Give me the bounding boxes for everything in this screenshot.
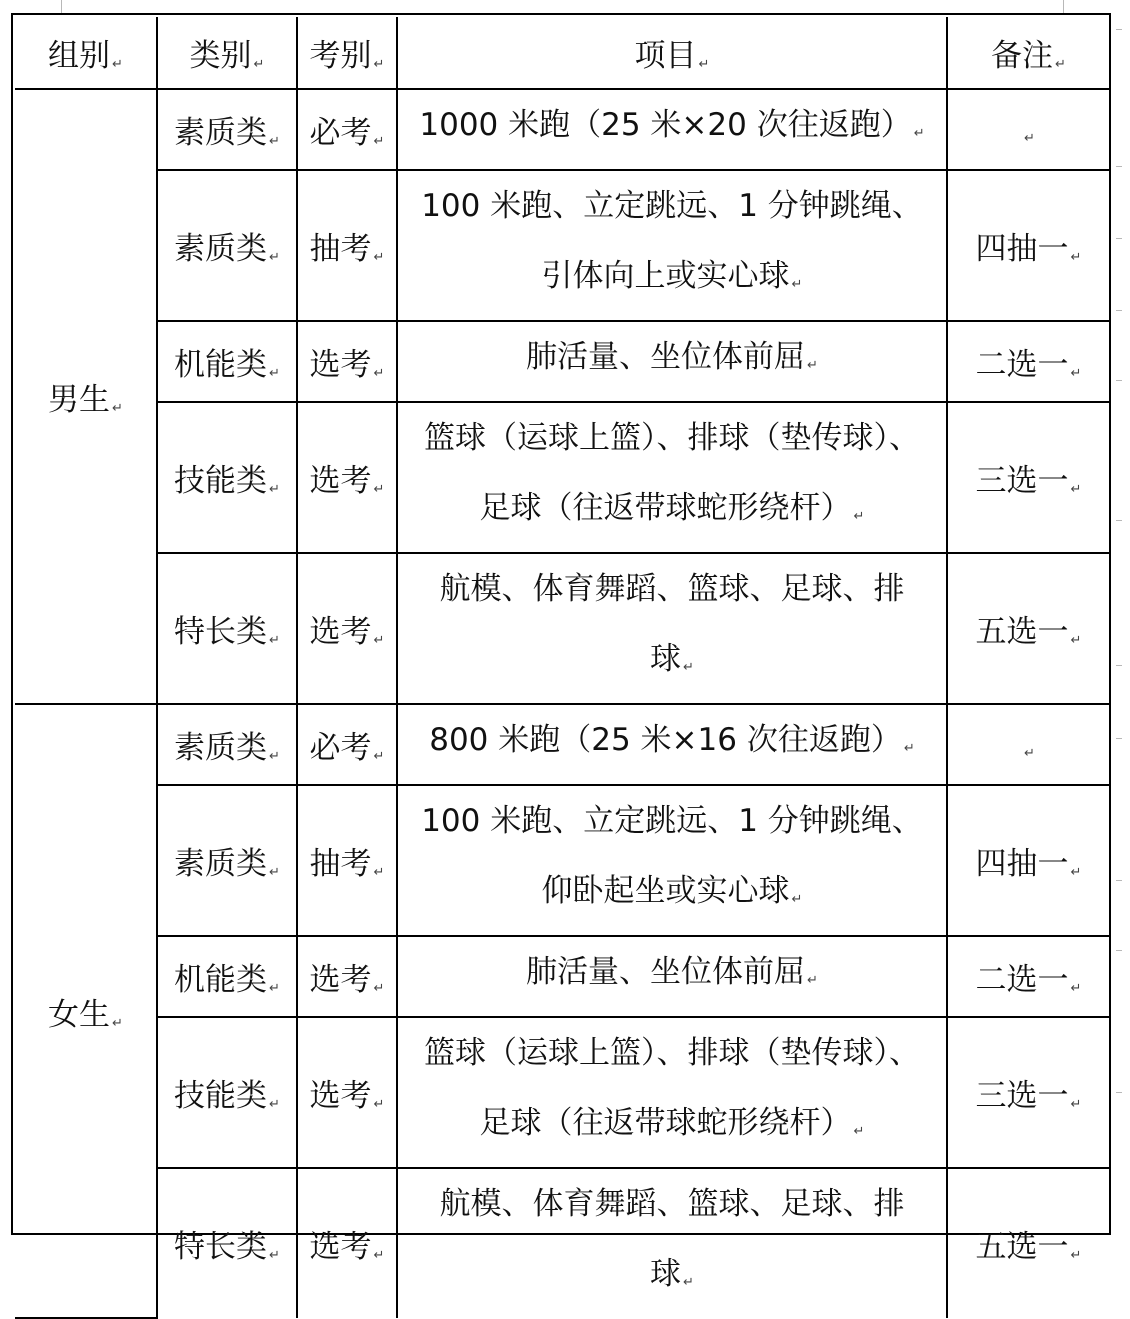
table-row bbox=[15, 785, 1109, 936]
item-line: 篮球（运球上篮）、排球（垫传球）、 bbox=[424, 420, 920, 456]
exam-schedule-table bbox=[15, 17, 1109, 1319]
exam-type-cell: 选考 ↵ bbox=[297, 1168, 397, 1318]
item-cell bbox=[397, 785, 947, 936]
note-cell: 五选一 ↵ bbox=[947, 1168, 1109, 1318]
category-cell: 素质类 ↵ bbox=[157, 89, 297, 170]
category-cell: 素质类 ↵ bbox=[157, 785, 297, 936]
table-row bbox=[15, 553, 1109, 704]
item-line: 航模、体育舞蹈、篮球、足球、排 bbox=[439, 571, 905, 607]
item-cell bbox=[397, 704, 947, 785]
category-cell: 素质类 ↵ bbox=[157, 170, 297, 321]
note-cell: 三选一 ↵ bbox=[947, 402, 1109, 553]
category-cell: 技能类 ↵ bbox=[157, 1017, 297, 1168]
item-cell bbox=[397, 402, 947, 553]
table-row bbox=[15, 1017, 1109, 1168]
category-cell: 机能类 ↵ bbox=[157, 321, 297, 402]
exam-type-cell: 必考 ↵ bbox=[297, 704, 397, 785]
header-row bbox=[15, 17, 1109, 89]
item-cell bbox=[397, 1168, 947, 1318]
item-line: 航模、体育舞蹈、篮球、足球、排 bbox=[439, 1186, 905, 1222]
item-cell bbox=[397, 170, 947, 321]
exam-type-cell: 抽考 ↵ bbox=[297, 170, 397, 321]
note-cell: 五选一 ↵ bbox=[947, 553, 1109, 704]
item-cell bbox=[397, 553, 947, 704]
table-row bbox=[15, 170, 1109, 321]
note-cell: 二选一 ↵ bbox=[947, 936, 1109, 1017]
category-cell: 素质类 ↵ bbox=[157, 704, 297, 785]
item-line: 篮球（运球上篮）、排球（垫传球）、 bbox=[424, 1035, 920, 1071]
item-cell bbox=[397, 89, 947, 170]
item-line: 肺活量、坐位体前屈 ↵ bbox=[526, 339, 818, 375]
header-note: 备注 ↵ bbox=[947, 17, 1109, 89]
item-line: 800 米跑（25 米×16 次往返跑） ↵ bbox=[429, 722, 915, 758]
note-cell: ↵ bbox=[947, 89, 1109, 170]
header-category: 类别 ↵ bbox=[157, 17, 297, 89]
category-cell: 特长类 ↵ bbox=[157, 1168, 297, 1318]
item-line: 足球（往返带球蛇形绕杆） ↵ bbox=[479, 1105, 865, 1141]
item-line: 球 ↵ bbox=[650, 641, 694, 677]
group-cell: 女生 ↵ bbox=[15, 704, 157, 1318]
item-cell bbox=[397, 321, 947, 402]
table-row bbox=[15, 89, 1109, 170]
item-line: 100 米跑、立定跳远、1 分钟跳绳、 bbox=[421, 188, 923, 224]
exam-type-cell: 选考 ↵ bbox=[297, 402, 397, 553]
exam-type-cell: 选考 ↵ bbox=[297, 553, 397, 704]
header-exam-type: 考别 ↵ bbox=[297, 17, 397, 89]
item-cell bbox=[397, 936, 947, 1017]
item-line: 引体向上或实心球 ↵ bbox=[541, 258, 803, 294]
exam-type-cell: 选考 ↵ bbox=[297, 321, 397, 402]
table-row bbox=[15, 1168, 1109, 1318]
exam-type-cell: 选考 ↵ bbox=[297, 936, 397, 1017]
note-cell: 二选一 ↵ bbox=[947, 321, 1109, 402]
header-group: 组别 ↵ bbox=[15, 17, 157, 89]
note-cell: ↵ bbox=[947, 704, 1109, 785]
table-row bbox=[15, 704, 1109, 785]
note-cell: 四抽一 ↵ bbox=[947, 170, 1109, 321]
exam-type-cell: 必考 ↵ bbox=[297, 89, 397, 170]
category-cell: 技能类 ↵ bbox=[157, 402, 297, 553]
category-cell: 特长类 ↵ bbox=[157, 553, 297, 704]
item-line: 100 米跑、立定跳远、1 分钟跳绳、 bbox=[421, 803, 923, 839]
item-line: 足球（往返带球蛇形绕杆） ↵ bbox=[479, 490, 865, 526]
group-cell: 男生 ↵ bbox=[15, 89, 157, 704]
note-cell: 四抽一 ↵ bbox=[947, 785, 1109, 936]
item-line: 仰卧起坐或实心球 ↵ bbox=[541, 873, 803, 909]
category-cell: 机能类 ↵ bbox=[157, 936, 297, 1017]
item-line: 1000 米跑（25 米×20 次往返跑） ↵ bbox=[419, 107, 925, 143]
item-line: 肺活量、坐位体前屈 ↵ bbox=[526, 954, 818, 990]
exam-type-cell: 抽考 ↵ bbox=[297, 785, 397, 936]
table-row bbox=[15, 936, 1109, 1017]
note-cell: 三选一 ↵ bbox=[947, 1017, 1109, 1168]
header-item: 项目 ↵ bbox=[397, 17, 947, 89]
item-line: 球 ↵ bbox=[650, 1256, 694, 1292]
item-cell bbox=[397, 1017, 947, 1168]
table-row bbox=[15, 321, 1109, 402]
table-row bbox=[15, 402, 1109, 553]
exam-type-cell: 选考 ↵ bbox=[297, 1017, 397, 1168]
